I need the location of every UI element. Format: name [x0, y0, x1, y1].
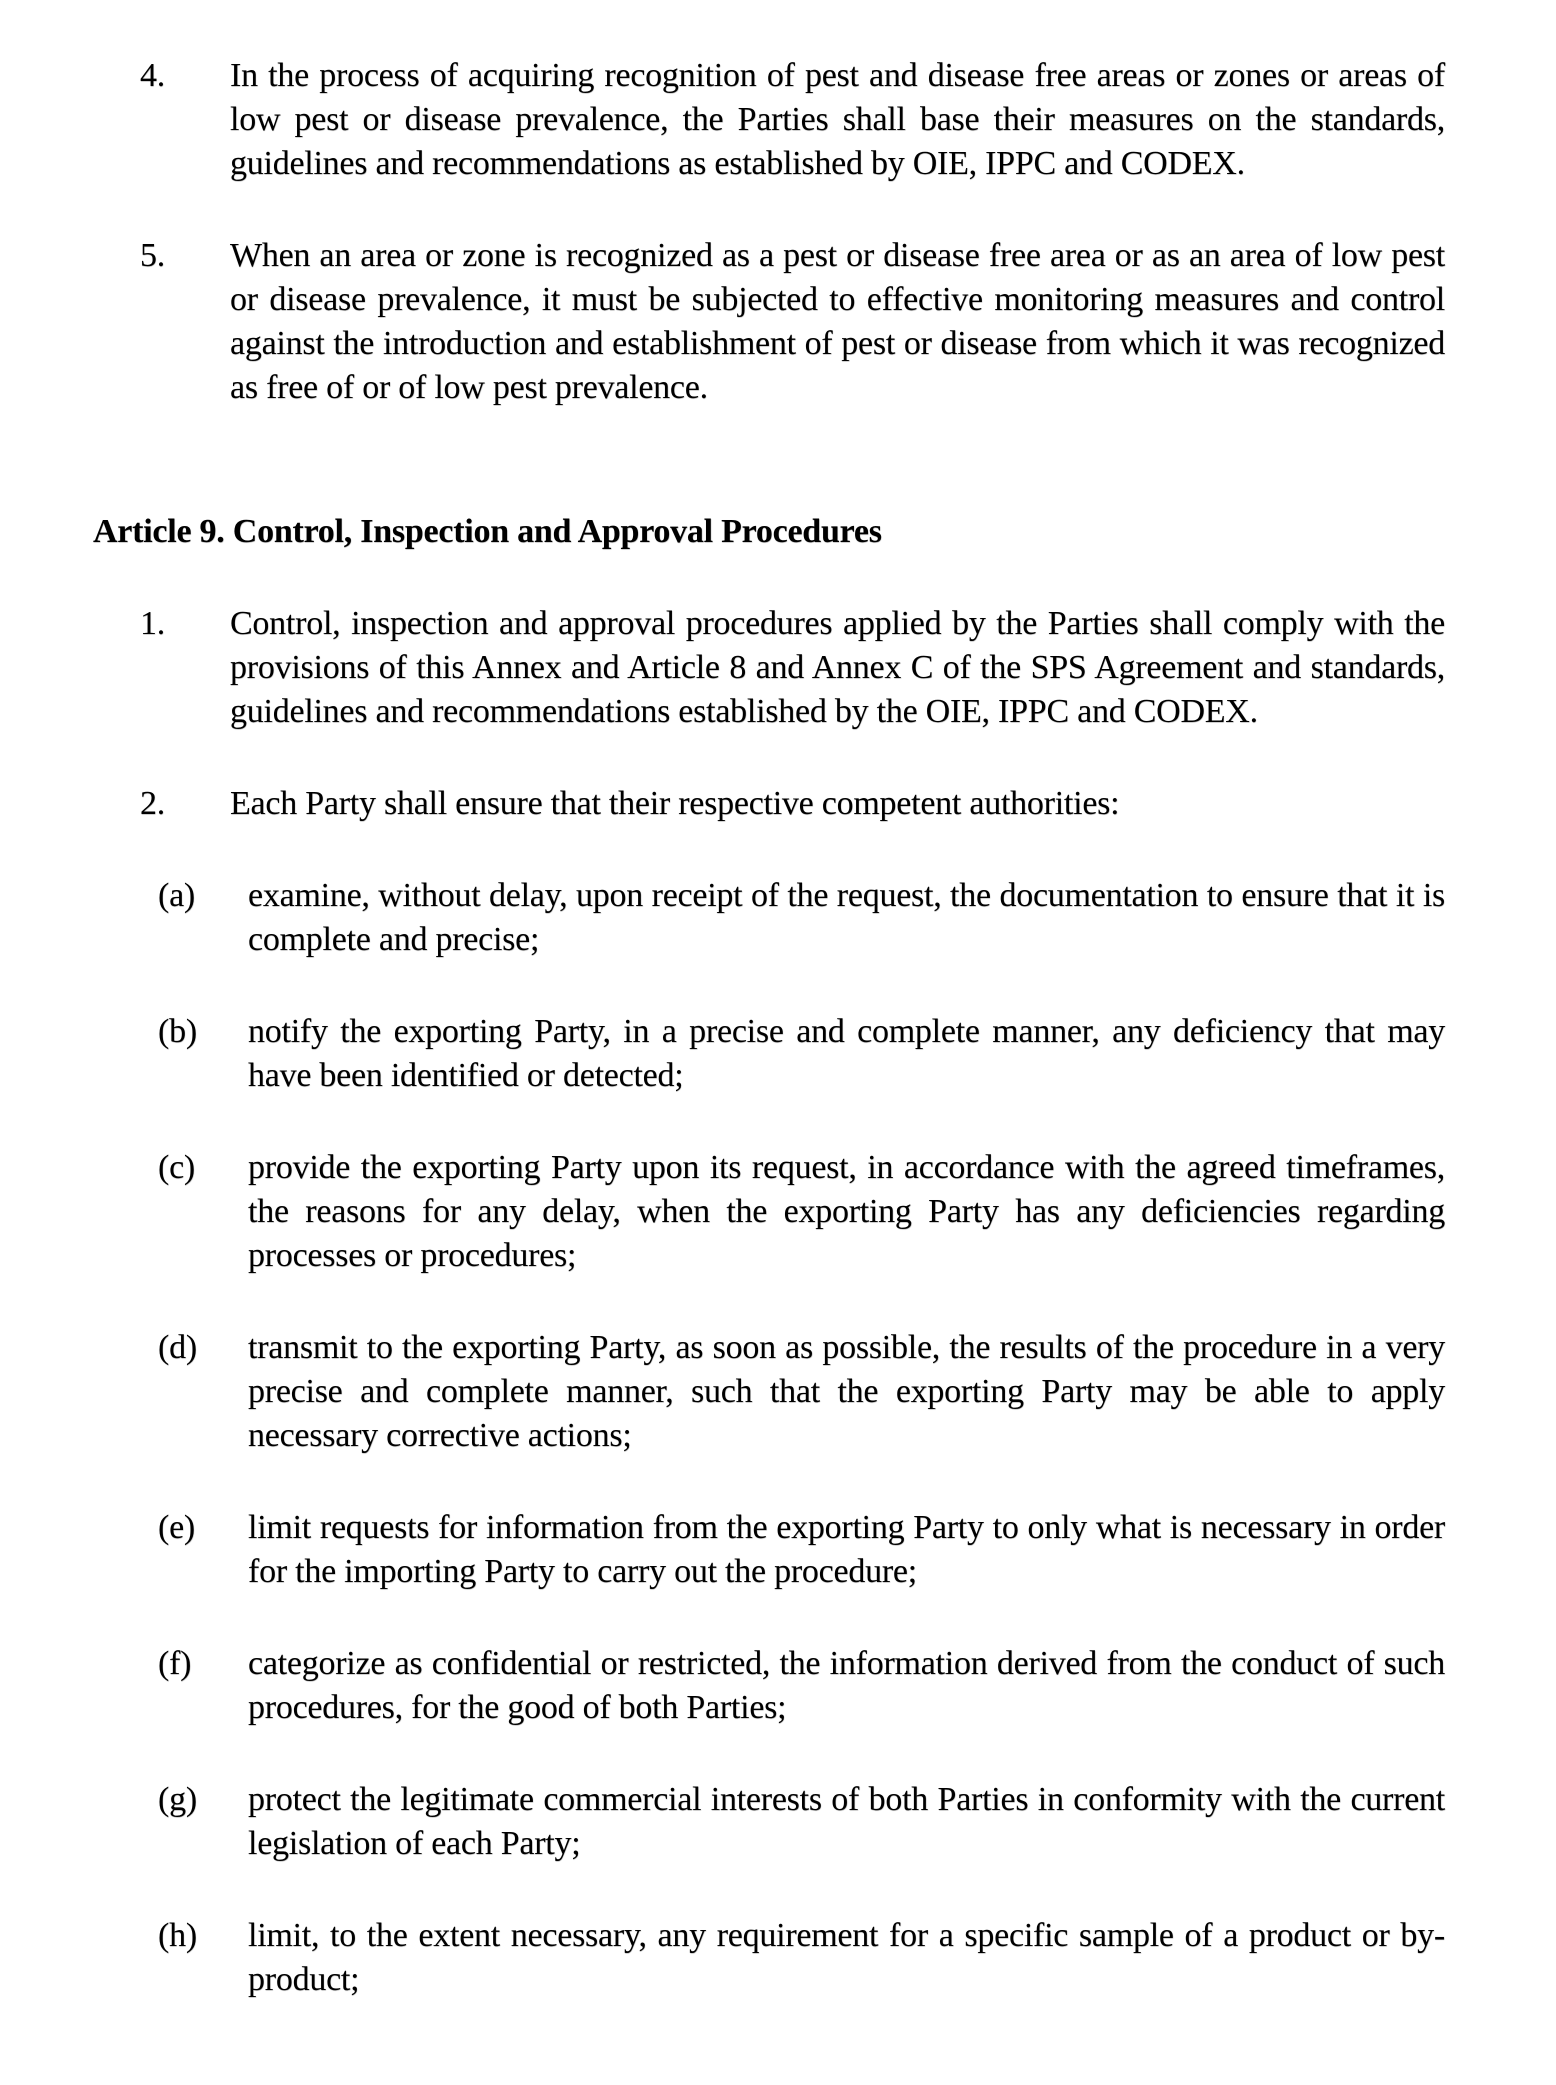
subitem-letter: (f) [158, 1645, 192, 1682]
paragraph-text: In the process of acquiring recognition of pest and disease free areas or zones or areas of low pest or disease prevalence, the Parties shall base their measures on the standards, guidelines and recommendations as established by OIE, IPPC and CODEX. [230, 57, 1445, 182]
subitem-a [0, 874, 1556, 962]
subitem-letter: (c) [158, 1149, 195, 1186]
paragraph-number: 4. [140, 57, 165, 94]
subitem-e [0, 1506, 1556, 1594]
paragraph-text: Control, inspection and approval procedures applied by the Parties shall comply with the provisions of this Annex and Article 8 and Annex C of the SPS Agreement and standards, guidelines and recommendations established by the OIE, IPPC and CODEX. [230, 605, 1445, 730]
subitem-letter: (h) [158, 1917, 197, 1954]
subitem-d [0, 1326, 1556, 1458]
paragraph-text: When an area or zone is recognized as a pest or disease free area or as an area of low pest or disease prevalence, it must be subjected to effective monitoring measures and control against the introduction and establishment of pest or disease from which it was recognized as free of or of low pest prevalence. [230, 237, 1445, 406]
subitem-text: transmit to the exporting Party, as soon as possible, the results of the procedure in a very precise and complete manner, such that the exporting Party may be able to apply necessary corrective actions; [248, 1329, 1445, 1454]
subitem-g [0, 1778, 1556, 1866]
article-9-heading: Article 9. Control, Inspection and Approval Procedures [93, 513, 882, 550]
subitem-letter: (e) [158, 1509, 195, 1546]
paragraph-1 [0, 602, 1556, 734]
paragraph-4 [0, 54, 1556, 186]
subitem-letter: (g) [158, 1781, 197, 1818]
subitem-f [0, 1642, 1556, 1730]
subitem-letter: (b) [158, 1013, 197, 1050]
subitem-text: categorize as confidential or restricted, the information derived from the conduct of such procedures, for the good of both Parties; [248, 1645, 1445, 1726]
subitem-h [0, 1914, 1556, 2002]
subitem-letter: (a) [158, 877, 195, 914]
subitem-b [0, 1010, 1556, 1098]
paragraph-5 [0, 234, 1556, 410]
subitem-letter: (d) [158, 1329, 197, 1366]
subitem-text: examine, without delay, upon receipt of the request, the documentation to ensure that it is complete and precise; [248, 877, 1445, 958]
subitem-text: notify the exporting Party, in a precise and complete manner, any deficiency that may have been identified or detected; [248, 1013, 1445, 1094]
subitem-c [0, 1146, 1556, 1278]
paragraph-2 [0, 782, 1556, 826]
subitem-text: limit requests for information from the exporting Party to only what is necessary in order for the importing Party to carry out the procedure; [248, 1509, 1445, 1590]
paragraph-number: 2. [140, 785, 165, 822]
paragraph-number: 5. [140, 237, 165, 274]
paragraph-number: 1. [140, 605, 165, 642]
subitem-text: provide the exporting Party upon its request, in accordance with the agreed timeframes, the reasons for any delay, when the exporting Party has any deficiencies regarding processes or procedures; [248, 1149, 1445, 1274]
paragraph-text: Each Party shall ensure that their respective competent authorities: [230, 785, 1120, 822]
subitem-text: protect the legitimate commercial interests of both Parties in conformity with the current legislation of each Party; [248, 1781, 1445, 1862]
subitem-text: limit, to the extent necessary, any requirement for a specific sample of a product or by-product; [248, 1917, 1445, 1998]
